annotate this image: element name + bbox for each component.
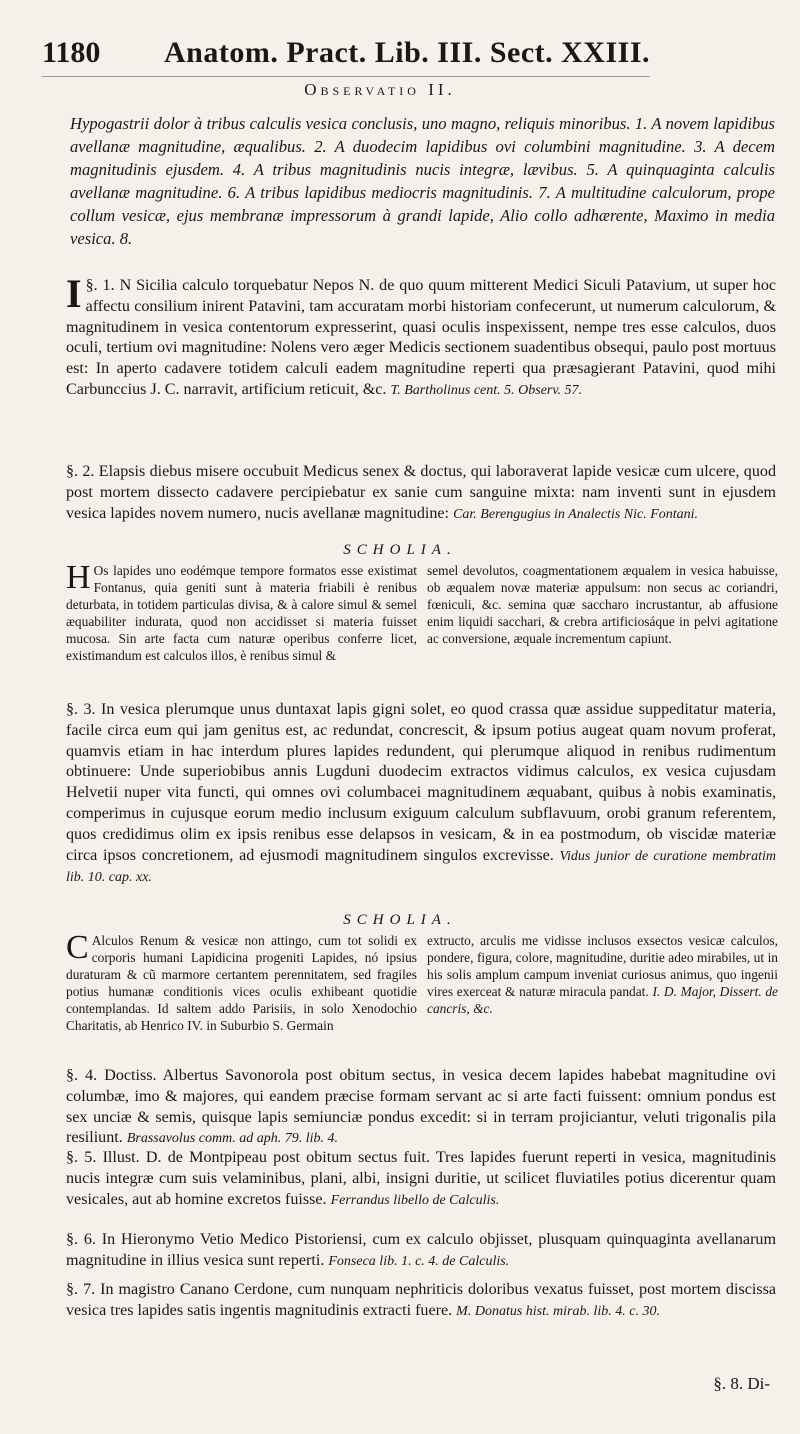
paragraph-7 xyxy=(66,1280,776,1323)
scholia-1 xyxy=(66,559,778,664)
paragraph-3 xyxy=(66,700,776,889)
paragraph-label: §. 1. xyxy=(85,277,115,294)
scholia-title: SCHOLIA. xyxy=(343,542,457,558)
scholia-text: semel devolutos, coagmentationem æqualem in vesica habuisse, ob æqualem novæ materiæ appulsum: non secus ac coriandri, fœniculi, &c. semina quæ saccharo incrustantur, ab affusione enim liquidi sacchari, & crebra artificiosáque in pelvi agitatione ac conversione, æquale incrementum capiunt. xyxy=(427,563,778,646)
citation: T. Bartholinus cent. 5. Observ. 57. xyxy=(390,382,583,398)
paragraph-text: N Sicilia calculo torquebatur Nepos N. de quo quum mitterent Medici Siculi Patavium, ut super hoc affectu consilium inirent Patavini, tam accuratam morbi historiam confecerunt, ut numerum calculorum, & magnitudinem in vesica contentorum expresserint, quasi oculis inspexissent, nempe tres esse calculos, duos oculi, tertium ovi magnitudine: Nolens vero æger Medicis sectionem suadentibus obsequi, paulo post mortuus est: In aperto cadavere totidem calculi eadem magnitudine reperti qua præsagierant Patavini, quod mihi Carbunccius J. C. narravit, artificium reticuit, &c. xyxy=(66,277,777,398)
paragraph-text: §. 3. In vesica plerumque unus duntaxat lapis gigni solet, eo quod crassa quæ assidue suppeditatur materia, facile circa eum qui jam genitus est, ac redundat, concrescit, & ipsum potius augeat quam novum proferat, quamvis etiam in hac interdum plures lapides redundent, qui plerumque aliquod in renibus rudimentum obtinuere: Unde superiobibus annis Lugduni duodecim extractos vidimus calculos, ex vesica cujusdam Helvetii nuper vita functi, qui omnes ovi columbacei magnitudinem æquabant, quibus à nobis examinatis, comperimus in cujusque eorum medio inclusum exiguum calculum subflavuum, orobi granum referentem, quos credidimus olim ex ipsis renibus esse delapsos in vesicam, & in ea postmodum, ob viscidæ materiæ circa ipsos concretionem, ad ejusmodi magnitudinem singulos excrevisse. xyxy=(66,701,776,864)
catchword: §. 8. Di- xyxy=(713,1374,770,1393)
citation: I. D. Major, Dissert. de cancris, &c. xyxy=(427,984,779,1016)
page-number: 1180 xyxy=(42,36,101,69)
running-head: Anatom. Pract. Lib. III. Sect. XXIII. xyxy=(164,36,650,69)
dropcap: C xyxy=(66,929,89,966)
paragraph-6 xyxy=(66,1230,776,1273)
citation: Brassavolus comm. ad aph. 79. lib. 4. xyxy=(126,1131,338,1147)
paragraph-4 xyxy=(66,1066,776,1150)
dropcap: H xyxy=(66,559,91,596)
paragraph-text: §. 4. Doctiss. Albertus Savonorola post obitum sectus, in vesica decem lapides habebat magnitudine ovi columbæ, imo & majores, qui eandem præcise formam servant ac si arte facti fuissent: omnium pondus est sex unciæ & semis, quisque lapis semiunciæ pondus excedit: si in terram projiciantur, veluti trigonalis pila resiliunt. xyxy=(66,1067,776,1147)
scholia-2 xyxy=(66,929,779,1034)
paragraph-2 xyxy=(66,462,776,525)
scholia-text: Os lapides uno eodémque tempore formatos esse existimat Fontanus, quia geniti sunt à materia friabili è renibus deturbata, in totidem particulas divisa, & à calore simul & semel æquabiliter indurata, quod non accidisset si materia fuisset mucosa. Sin arte facta cum naturæ operibus conferre licet, existimandum est calculos illos, è renibus simul & xyxy=(66,563,417,663)
paragraph-text: §. 2. Elapsis diebus misere occubuit Medicus senex & doctus, qui laboraverat lapide vesicæ cum ulcere, quod post mortem dissecto cadavere percipiebatur ex sanie cum sanguine mixta: nam inventi sunt in ejusdem vesica lapides novem numero, nucis avellanæ magnitudine: xyxy=(66,463,776,522)
observation-summary: Hypogastrii dolor à tribus calculis vesica conclusis, uno magno, reliquis minoribus. 1. A novem lapidibus avellanæ magnitudine, æqualibus. 2. A duodecim lapidibus ovi columbini magnitudine. 3. A decem magnitudinis ejusdem. 4. A tribus magnitudinis nucis integræ, lævibus. 5. A quinquaginta calculis avellanæ magnitudine. 6. A tribus lapidibus mediocris magnitudinis. 7. A multitudine calculorum, prope collum vesicæ, ejus membranæ impressorum à grandi lapide, Alio collo adhærente, Maximo in media vesica. 8. xyxy=(70,114,775,248)
paragraph-5 xyxy=(66,1148,776,1211)
scholia-right-column xyxy=(427,562,778,664)
citation: Fonseca lib. 1. c. 4. de Calculis. xyxy=(328,1253,510,1269)
paragraph-text: §. 6. In Hieronymo Vetio Medico Pistoriensi, cum ex calculo objisset, plusquam quinquaginta avellanarum magnitudine in illius vesica sunt reperti. xyxy=(66,1231,776,1269)
citation: Vidus junior de curatione membratim lib. 10. cap. xx. xyxy=(66,848,776,886)
paragraph-text: §. 7. In magistro Canano Cerdone, cum nunquam nephriticis doloribus vexatus fuisset, post mortem discissa vesica tres lapides satis ingentis magnitudinis extracti fuere. xyxy=(66,1281,776,1319)
paragraph-1 xyxy=(66,271,777,402)
paragraph-text: §. 5. Illust. D. de Montpipeau post obitum sectus fuit. Tres lapides fuerunt reperti in vesica, magnitudinis nucis integræ cum suis velaminibus, plani, albi, insigni duritie, ut scilicet fluviatiles potius dicerentur quam vesicales, aut ab homine excretos fuisse. xyxy=(66,1149,776,1208)
scholia-left-column xyxy=(66,559,417,664)
citation: M. Donatus hist. mirab. lib. 4. c. 30. xyxy=(456,1303,660,1319)
scholia-right-column xyxy=(427,932,778,1034)
citation: Ferrandus libello de Calculis. xyxy=(330,1192,500,1208)
scholia-left-column xyxy=(66,929,417,1034)
scholia-title: SCHOLIA. xyxy=(343,912,457,928)
dropcap: I xyxy=(66,271,82,316)
scholia-text: Alculos Renum & vesicæ non attingo, cum tot solidi ex corporis humani Lapidicina progeniti Lapides, nó ipsius duraturam & cũ marmore certantem perennitatem, sed fragiles potius humanæ conditionis vices oculis exhibeant quotidie contemplandas. Id saltem addo Parisiis, in solo Xenodochio Charitatis, ab Henrico IV. in Suburbio S. Germain xyxy=(66,933,417,1033)
citation: Car. Berengugius in Analectis Nic. Fontani. xyxy=(453,506,699,522)
running-header xyxy=(42,36,650,77)
observation-title: Observatio II. xyxy=(304,80,456,99)
scholia-text: extructo, arculis me vidisse inclusos exsectos vesicæ calculos, pondere, figura, colore, magnitudine, duritie adeo mirabiles, ut in his solis amplum campum inveniat curiosus animus, quo ingenii vires exerceat & naturæ miracula pandat. xyxy=(427,933,778,999)
